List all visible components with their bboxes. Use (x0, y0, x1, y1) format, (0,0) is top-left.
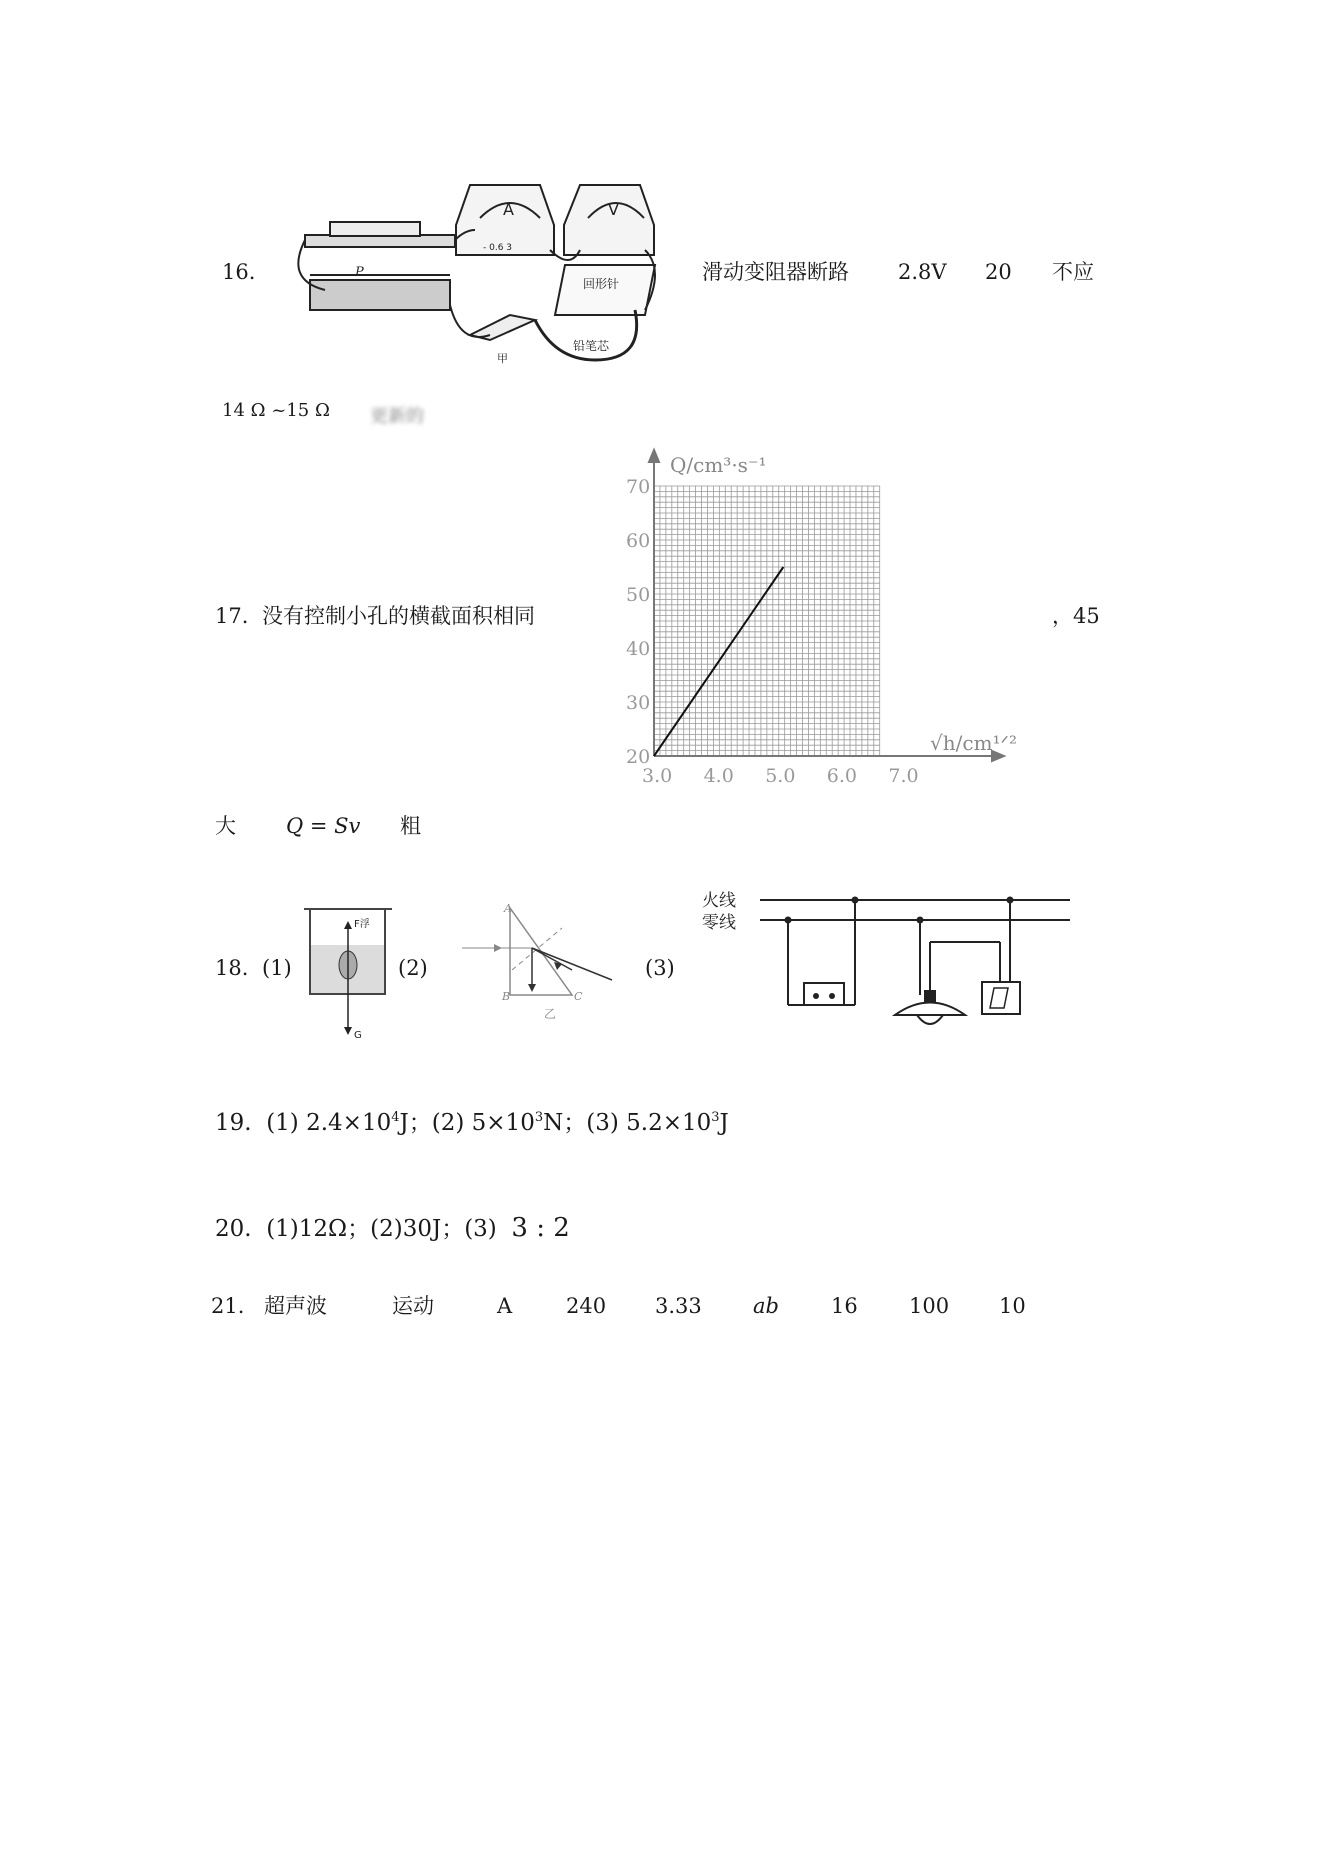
q19-p2-exp: 3 (534, 1110, 544, 1125)
voltmeter-label: V (608, 200, 619, 219)
neutral-wire-label: 零线 (702, 913, 736, 933)
q19-p1-exp: 4 (391, 1110, 400, 1125)
chart-y-axis-label: Q/cm³·s⁻¹ (670, 453, 767, 477)
chart-y-tick-label: 20 (626, 746, 651, 768)
live-wire-label: 火线 (702, 891, 736, 911)
q19-line (215, 1112, 729, 1135)
q19-p3-label: (3) (586, 1110, 619, 1136)
q17-formula-eq: = (303, 814, 335, 838)
chart-y-tick-label: 70 (626, 476, 651, 498)
ammeter-terminals-label: - 0.6 3 (483, 243, 513, 253)
chart-x-tick-label: 6.0 (826, 765, 858, 787)
prism-light-diagram (462, 900, 612, 1030)
chart-x-tick-label: 5.0 (765, 765, 796, 787)
q18-number: 18. (215, 956, 249, 980)
q19-p2-label: (2) (431, 1110, 465, 1136)
q16-answer-3: 20 (985, 260, 1012, 284)
q20-p3-label: (3) (464, 1216, 497, 1242)
q19-p3-exp: 3 (711, 1110, 720, 1125)
q17-answer-1: 没有控制小孔的横截面积相同 (262, 604, 535, 628)
q21-answer-9: 10 (999, 1294, 1026, 1318)
household-circuit-diagram (700, 880, 1080, 1030)
q19-p1-base: 2.4×10 (306, 1110, 392, 1136)
chart-x-tick-label: 3.0 (642, 765, 673, 787)
nail-label: 回形针 (583, 277, 620, 291)
slider-label: P (355, 265, 364, 280)
q20-number: 20. (215, 1216, 252, 1242)
q21-answer-6: ab (753, 1294, 779, 1318)
q21-answer-1: 超声波 (264, 1294, 327, 1318)
pencil-lead-label: 铅笔芯 (573, 339, 610, 353)
chart-x-tick-label: 4.0 (703, 765, 734, 787)
circuit-figure-q16 (285, 180, 665, 375)
q17-formula-left: Q (286, 814, 304, 838)
buoyancy-label: F浮 (354, 919, 370, 930)
q16-answer-1: 滑动变阻器断路 (702, 260, 849, 284)
ammeter-label: A (503, 200, 514, 219)
q21-answer-5: 3.33 (655, 1294, 702, 1318)
chart-y-tick-label: 30 (626, 692, 651, 714)
q17-answer-da: 大 (215, 814, 236, 838)
chart-y-tick-label: 40 (626, 638, 651, 660)
chart-series-line (654, 567, 783, 756)
q16-range: 14 Ω ~15 Ω (222, 400, 330, 421)
q19-p2-base: 5×10 (471, 1110, 535, 1136)
q20-line (215, 1215, 570, 1241)
q21-answer-4: 240 (566, 1294, 607, 1318)
q18-part-3: (3) (645, 956, 675, 980)
chart-grid (654, 486, 880, 756)
gravity-label: G (354, 1030, 362, 1041)
chart-x-tick-label: 7.0 (888, 765, 919, 787)
q21-answer-7: 16 (831, 1294, 858, 1318)
prism-caption: 乙 (544, 1007, 557, 1021)
q16-blurred-note: 更新的 (370, 406, 424, 427)
q19-p1-label: (1) (266, 1110, 299, 1136)
q17-formula (286, 816, 360, 837)
q19-p3-unit: J (719, 1110, 729, 1136)
q19-p2-unit: N； (543, 1110, 587, 1136)
prism-vertex-c: C (574, 990, 583, 1003)
q21-number: 21. (211, 1294, 245, 1318)
q20-p1: (1)12Ω； (266, 1216, 371, 1242)
q17-number: 17. (215, 604, 249, 628)
q18-part-1: (1) (262, 956, 292, 980)
chart-y-tick-label: 60 (626, 530, 651, 552)
q20-p3-value: 3 : 2 (511, 1213, 570, 1243)
q19-p1-unit: J； (399, 1110, 432, 1136)
prism-vertex-b: B (502, 990, 511, 1003)
q20-p2: (2)30J； (370, 1216, 465, 1242)
q17-answer-3: 粗 (400, 814, 421, 838)
q21-answer-8: 100 (909, 1294, 950, 1318)
q21-answer-3: A (497, 1294, 513, 1318)
chart-x-axis-label: √h/cm¹ᐟ² (930, 731, 1018, 755)
q18-part-2: (2) (398, 956, 428, 980)
q21-answer-2: 运动 (392, 1294, 434, 1318)
q19-number: 19. (215, 1110, 252, 1136)
q16-answer-2: 2.8V (898, 260, 947, 284)
beaker-force-diagram (300, 905, 400, 1045)
q16-answer-4: 不应 (1052, 260, 1094, 284)
switch-label: 甲 (497, 352, 508, 365)
prism-vertex-a: A (504, 902, 512, 915)
q17-formula-right: Sv (334, 814, 361, 838)
q17-chart (600, 450, 1040, 790)
q17-answer-2: ，45 (1052, 604, 1100, 628)
q19-p3-base: 5.2×10 (626, 1110, 712, 1136)
chart-y-tick-label: 50 (626, 584, 651, 606)
q16-number: 16. (222, 260, 256, 284)
